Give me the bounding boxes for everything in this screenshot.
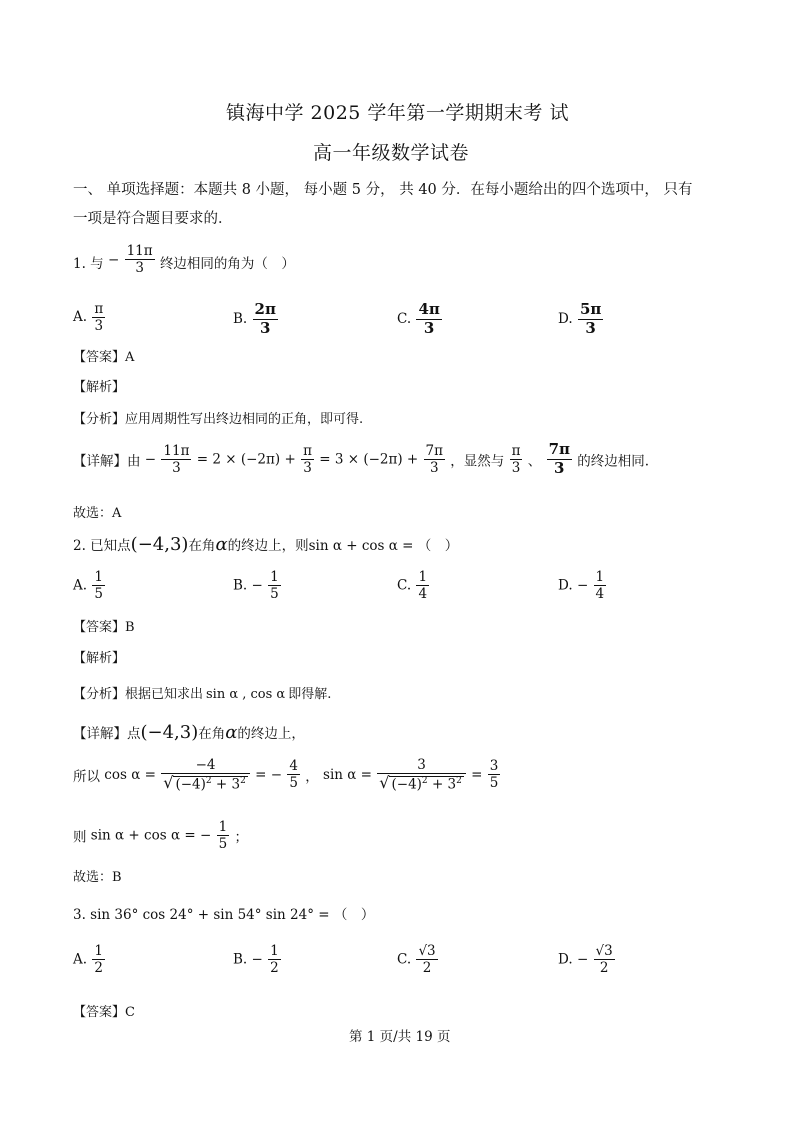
q1-suffix: 终边相同的角为（ ） bbox=[159, 256, 295, 273]
q1-analysis-tag: 【解析】 bbox=[73, 380, 126, 395]
cos-label: cos α = bbox=[104, 766, 156, 783]
q2-expr: sin α + cos α = （ ） bbox=[308, 538, 459, 554]
exam-subtitle: 高一年级数学试卷 bbox=[313, 142, 470, 164]
q1-frac-den: 3 bbox=[135, 260, 144, 277]
sin-label: sin α = bbox=[323, 766, 372, 783]
q2-detail-line1: 【详解】点(−4,3)在角α的终边上， bbox=[73, 722, 305, 743]
q1-fraction bbox=[125, 244, 155, 275]
q3-option-b: B. − $\frac{1}{2}$ bbox=[233, 943, 279, 977]
exam-title: 镇海中学 2025 学年第一学期期末考 试 bbox=[226, 102, 569, 124]
q3-option-a: A. $\frac{1}{2}$ bbox=[73, 943, 103, 977]
q2-point: (−4,3) bbox=[130, 534, 189, 555]
q2-analysis-tag: 【解析】 bbox=[73, 651, 126, 666]
q2-answer: 【答案】B bbox=[73, 620, 135, 635]
q2-detail-line3: 则 sin α + cos α = − $\frac{1}{5}$ ； bbox=[73, 819, 248, 853]
q2-option-c: C. $\frac{1}{4}$ bbox=[397, 569, 428, 603]
q2-stem: 2. 已知点(−4,3)在角α的终边上，则sin α + cos α = （ ） bbox=[73, 534, 459, 555]
q2-option-b: B. − $\frac{1}{5}$ bbox=[233, 569, 279, 603]
q2-analysis: 【分析】根据已知求出 sin α , cos α 即得解. bbox=[73, 687, 332, 702]
q2-option-a: A. $\frac{1}{5}$ bbox=[73, 569, 103, 603]
q3-option-c: C. $\frac{√3}{2}$ bbox=[397, 943, 436, 977]
page-footer: 第 1 页/共 19 页 bbox=[349, 1029, 451, 1045]
q1-answer: 【答案】A bbox=[73, 350, 135, 365]
section-heading-line1: 一、 单项选择题：本题共 8 小题， 每小题 5 分， 共 40 分．在每小题给出的四个选项中， 只有 bbox=[73, 182, 693, 198]
q3-answer: 【答案】C bbox=[73, 1005, 135, 1020]
section-heading-line2: 一项是符合题目要求的． bbox=[73, 211, 233, 227]
q1-option-b: B. $\frac{2\pi}{3}$ bbox=[233, 300, 276, 337]
q1-choose: 故选：A bbox=[73, 506, 122, 521]
q1-option-c: C. $\frac{4\pi}{3}$ bbox=[397, 300, 440, 337]
q1-stem: 1. 与 − $\frac{11\pi}{3}$ 终边相同的角为（ ） bbox=[73, 243, 295, 277]
q1-analysis: 【分析】应用周期性写出终边相同的正角，即可得. bbox=[73, 412, 364, 427]
q2-choose: 故选：B bbox=[73, 870, 122, 885]
q1-detail: 【详解】由 − $\frac{11\pi}{3}$ = 2 × (−2π) + $\frac{\pi}{3}$ = 3 × (−2π) + $\frac{7\pi}{3}$ ，显然与 $\frac{\pi}{3}$ 、 $\frac{7\pi}{3}$ 的终边相同. bbox=[73, 440, 650, 477]
q3-option-d: D. − $\frac{√3}{2}$ bbox=[558, 943, 613, 977]
q1-prefix: 1. 与 bbox=[73, 256, 104, 273]
q2-option-d: D. − $\frac{1}{4}$ bbox=[558, 569, 605, 603]
q1-frac-num: 11π bbox=[126, 243, 153, 259]
q1-option-a: A. $\frac{\pi}{3}$ bbox=[73, 301, 104, 335]
q2-detail-line2: 所以 cos α = $\frac{-4}{√ (-4)^2 + 3^2}$ = − $\frac{4}{5}$ ， sin α = $\frac{3}{√ (-4)^2 + 3^2}$ = $\frac{3}{5}$ bbox=[73, 757, 499, 793]
q3-stem: 3. sin 36° cos 24° + sin 54° sin 24° = （ ） bbox=[73, 907, 375, 923]
q1-option-d: D. $\frac{5\pi}{3}$ bbox=[558, 300, 602, 337]
